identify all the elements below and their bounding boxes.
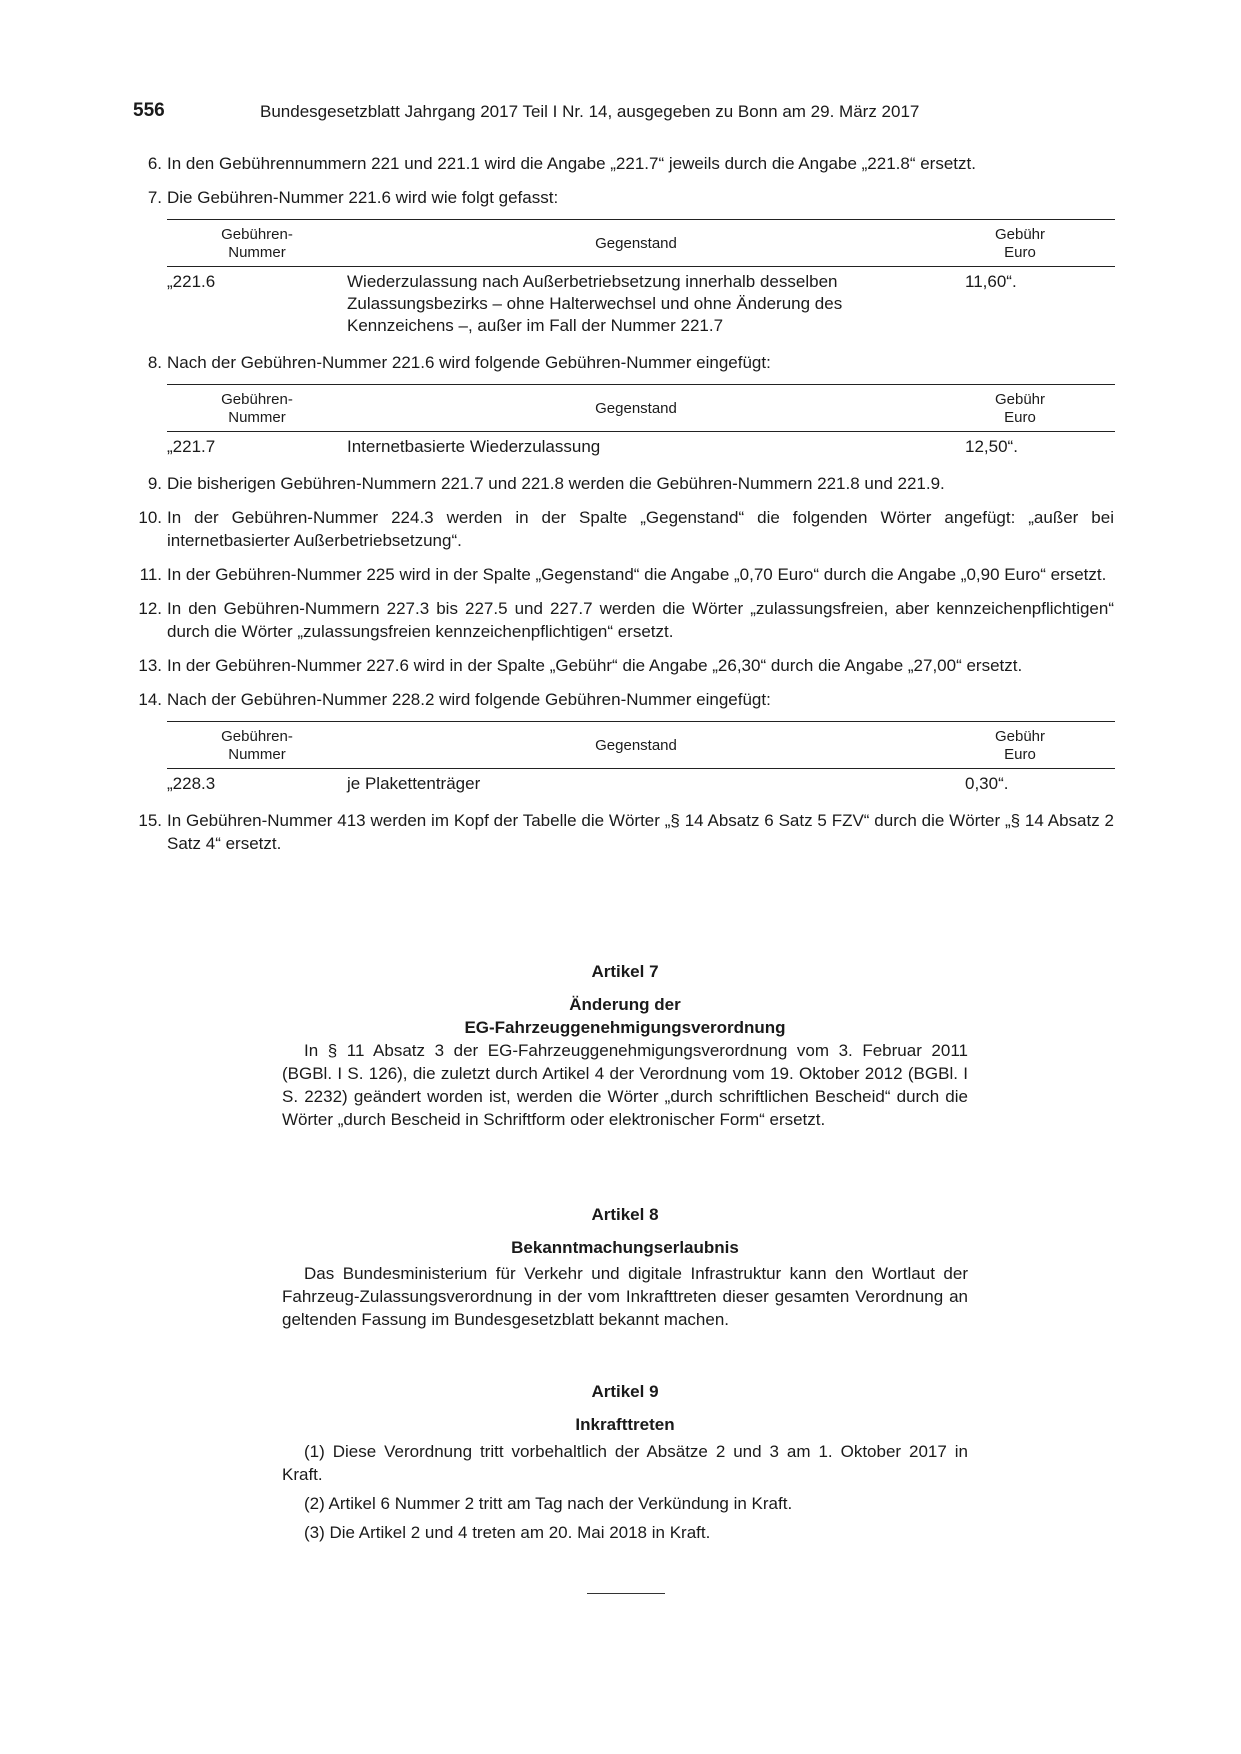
fee-number: „221.7 <box>167 437 216 456</box>
fee-subject: Internetbasierte Wiederzulassung <box>347 437 601 456</box>
article-paragraph: (2) Artikel 6 Nummer 2 tritt am Tag nach der Verkündung in Kraft. <box>304 1494 793 1513</box>
item-number: 10. <box>138 508 162 527</box>
list-item <box>134 597 1114 643</box>
item-number: 8. <box>147 353 162 372</box>
article-title: Bekanntmachungserlaubnis <box>511 1238 739 1257</box>
item-number: 15. <box>138 811 162 830</box>
table-row <box>167 769 1115 796</box>
item-number: 11. <box>139 565 162 584</box>
item-text: In den Gebühren-Nummern 227.3 bis 227.5 und 227.7 werden die Wörter „zulassungsfreien, aber kennzeichenpflichtigen“ durch die Wörter „zulassungsfreien kennzeichenpflichtigen“ ersetzt. <box>167 599 1114 641</box>
article-title: Inkrafttreten <box>575 1415 675 1434</box>
list-item <box>134 809 1114 855</box>
list-item <box>134 563 1114 586</box>
list-item <box>134 472 1114 495</box>
item-text: Nach der Gebühren-Nummer 221.6 wird folgende Gebühren-Nummer eingefügt: <box>167 353 771 372</box>
article-heading: Artikel 9 <box>591 1382 659 1401</box>
article-text: In § 11 Absatz 3 der EG-Fahrzeuggenehmigungsverordnung vom 3. Februar 2011 (BGBl. I S. 126), die zuletzt durch Artikel 4 der Verordnung vom 19. Oktober 2012 (BGBl. I S. 2232) geändert worden ist, werden die Wörter „durch schriftlichen Bescheid“ durch die Wörter „durch Bescheid in Schriftform oder elektronischer Form“ ersetzt. <box>282 1041 968 1129</box>
item-text: In den Gebührennummern 221 und 221.1 wird die Angabe „221.7“ jeweils durch die Angabe „221.8“ ersetzt. <box>167 154 976 173</box>
article-9 <box>282 1380 968 1550</box>
list-item <box>134 186 1114 209</box>
header-title: Bundesgesetzblatt Jahrgang 2017 Teil I Nr. 14, ausgegeben zu Bonn am 29. März 2017 <box>260 102 920 121</box>
item-number: 9. <box>147 474 162 493</box>
amendment-list <box>134 152 1114 855</box>
article-8 <box>282 1203 968 1331</box>
column-header-gegenstand: Gegenstand <box>347 385 925 432</box>
column-header-nummer: Gebühren- Nummer <box>167 722 347 769</box>
item-text: In der Gebühren-Nummer 224.3 werden in der Spalte „Gegenstand“ die folgenden Wörter angefügt: „außer bei internetbasierter Außerbetriebsetzung“. <box>167 508 1114 550</box>
item-number: 13. <box>138 656 162 675</box>
item-text: In Gebühren-Nummer 413 werden im Kopf der Tabelle die Wörter „§ 14 Absatz 6 Satz 5 FZV“ durch die Wörter „§ 14 Absatz 2 Satz 4“ ersetzt. <box>167 811 1114 853</box>
article-heading: Artikel 8 <box>591 1205 659 1224</box>
item-number: 14. <box>138 690 162 709</box>
column-header-gebuehr: Gebühr Euro <box>925 220 1115 267</box>
fee-amount: 11,60“. <box>965 272 1017 291</box>
column-header-gebuehr: Gebühr Euro <box>925 385 1115 432</box>
article-paragraph: (1) Diese Verordnung tritt vorbehaltlich der Absätze 2 und 3 am 1. Oktober 2017 in Kraft. <box>282 1442 968 1484</box>
list-item <box>134 351 1114 374</box>
article-title: EG-Fahrzeuggenehmigungsverordnung <box>464 1018 786 1037</box>
item-text: Die bisherigen Gebühren-Nummern 221.7 und 221.8 werden die Gebühren-Nummern 221.8 und 221.9. <box>167 474 945 493</box>
item-text: Die Gebühren-Nummer 221.6 wird wie folgt gefasst: <box>167 188 559 207</box>
item-text: In der Gebühren-Nummer 225 wird in der Spalte „Gegenstand“ die Angabe „0,70 Euro“ durch die Angabe „0,90 Euro“ ersetzt. <box>167 565 1107 584</box>
fee-table-221-7 <box>167 384 1115 458</box>
fee-number: „221.6 <box>167 272 216 291</box>
article-title: Änderung der <box>569 995 681 1014</box>
fee-number: „228.3 <box>167 774 216 793</box>
item-number: 12. <box>138 599 162 618</box>
fee-table-228-3 <box>167 721 1115 795</box>
column-header-gegenstand: Gegenstand <box>347 220 925 267</box>
table-row <box>167 267 1115 338</box>
item-number: 7. <box>147 188 162 207</box>
article-paragraph: (3) Die Artikel 2 und 4 treten am 20. Mai 2018 in Kraft. <box>304 1523 711 1542</box>
table-row <box>167 432 1115 459</box>
list-item <box>134 688 1114 711</box>
article-heading: Artikel 7 <box>591 962 659 981</box>
column-header-gegenstand: Gegenstand <box>347 722 925 769</box>
list-item <box>134 152 1114 175</box>
item-text: In der Gebühren-Nummer 227.6 wird in der Spalte „Gebühr“ die Angabe „26,30“ durch die Angabe „27,00“ ersetzt. <box>167 656 1023 675</box>
fee-amount: 0,30“. <box>965 774 1009 793</box>
page-number: 556 <box>133 100 165 121</box>
article-7 <box>282 960 968 1131</box>
fee-amount: 12,50“. <box>965 437 1018 456</box>
fee-subject: je Plakettenträger <box>347 774 481 793</box>
end-divider <box>587 1593 665 1594</box>
list-item <box>134 654 1114 677</box>
item-number: 6. <box>147 154 162 173</box>
item-text: Nach der Gebühren-Nummer 228.2 wird folgende Gebühren-Nummer eingefügt: <box>167 690 771 709</box>
column-header-nummer: Gebühren- Nummer <box>167 220 347 267</box>
list-item <box>134 506 1114 552</box>
column-header-nummer: Gebühren- Nummer <box>167 385 347 432</box>
article-text: Das Bundesministerium für Verkehr und digitale Infrastruktur kann den Wortlaut der Fahrzeug-Zulassungsverordnung in der vom Inkrafttreten dieser gesamten Verordnung an geltenden Fassung im Bundesgesetzblatt bekannt machen. <box>282 1264 968 1329</box>
column-header-gebuehr: Gebühr Euro <box>925 722 1115 769</box>
fee-table-221-6 <box>167 219 1115 337</box>
fee-subject: Wiederzulassung nach Außerbetriebsetzung innerhalb desselben Zulassungsbezirks – ohne Halterwechsel und ohne Änderung des Kennzeichens –, außer im Fall der Nummer 221.7 <box>347 272 843 335</box>
